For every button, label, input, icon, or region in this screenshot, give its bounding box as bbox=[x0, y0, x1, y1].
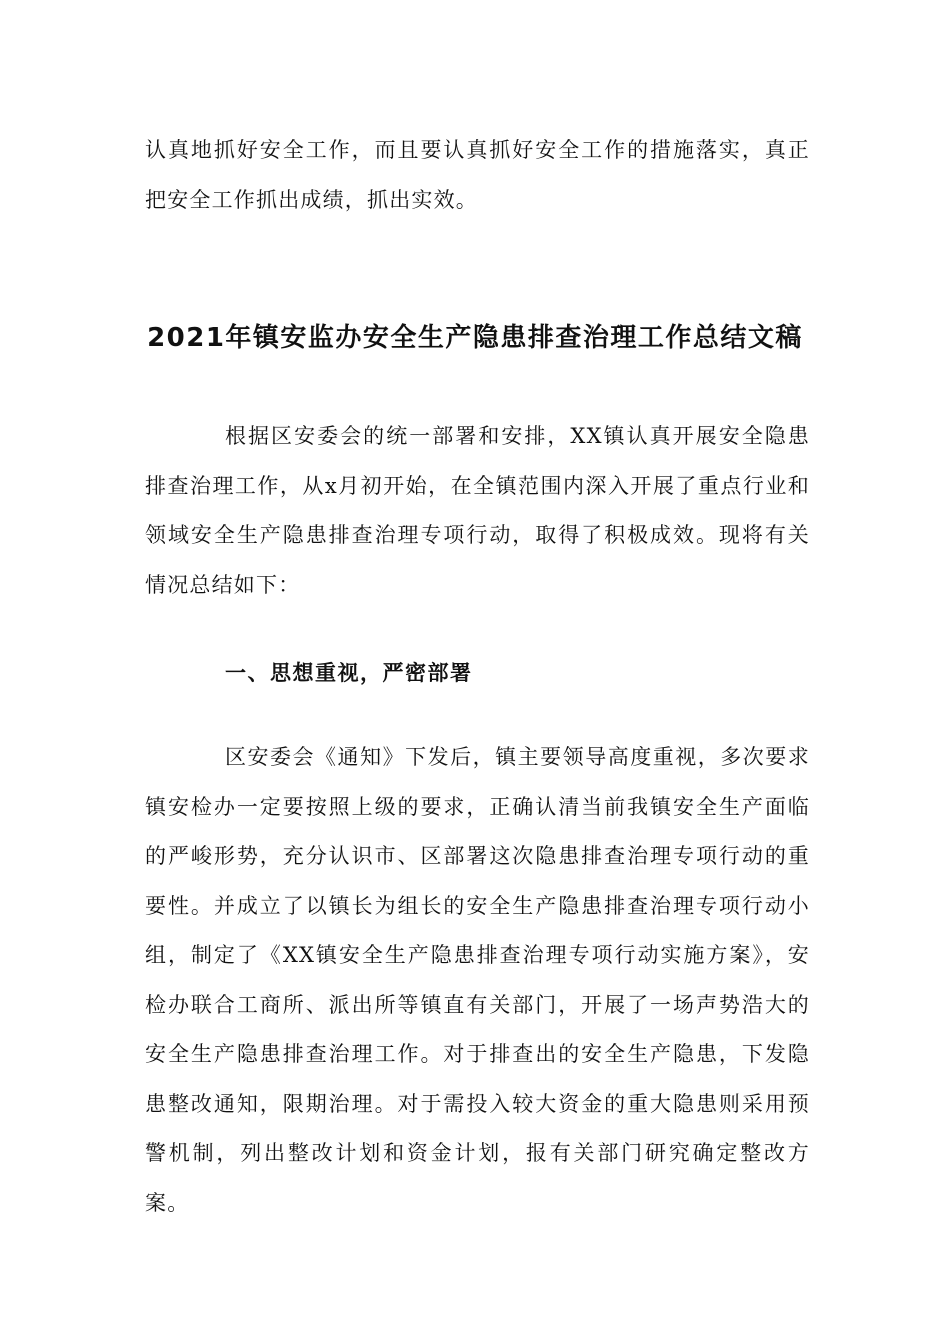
intro-paragraph: 根据区安委会的统一部署和安排，XX镇认真开展安全隐患排查治理工作，从x月初开始，在全镇范围内深入开展了重点行业和领域安全生产隐患排查治理专项行动，取得了积极成效。现将有关情况总结如下： bbox=[145, 424, 810, 597]
continuation-paragraph: 认真地抓好安全工作，而且要认真抓好安全工作的措施落实，真正把安全工作抓出成绩，抓出实效。 bbox=[145, 138, 810, 212]
section-1-paragraph: 区安委会《通知》下发后，镇主要领导高度重视，多次要求镇安检办一定要按照上级的要求，正确认清当前我镇安全生产面临的严峻形势，充分认识市、区部署这次隐患排查治理专项行动的重要性。并成立了以镇长为组长的安全生产隐患排查治理专项行动小组，制定了《XX镇安全生产隐患排查治理专项行动实施方案》，安检办联合工商所、派出所等镇直有关部门，开展了一场声势浩大的安全生产隐患排查治理工作。对于排查出的安全生产隐患，下发隐患整改通知，限期治理。对于需投入较大资金的重大隐患则采用预警机制，列出整改计划和资金计划，报有关部门研究确定整改方案。 bbox=[145, 745, 810, 1215]
section-1-heading: 一、思想重视，严密部署 bbox=[225, 661, 473, 685]
document-title: 2021年镇安监办安全生产隐患排查治理工作总结文稿 bbox=[147, 323, 803, 353]
